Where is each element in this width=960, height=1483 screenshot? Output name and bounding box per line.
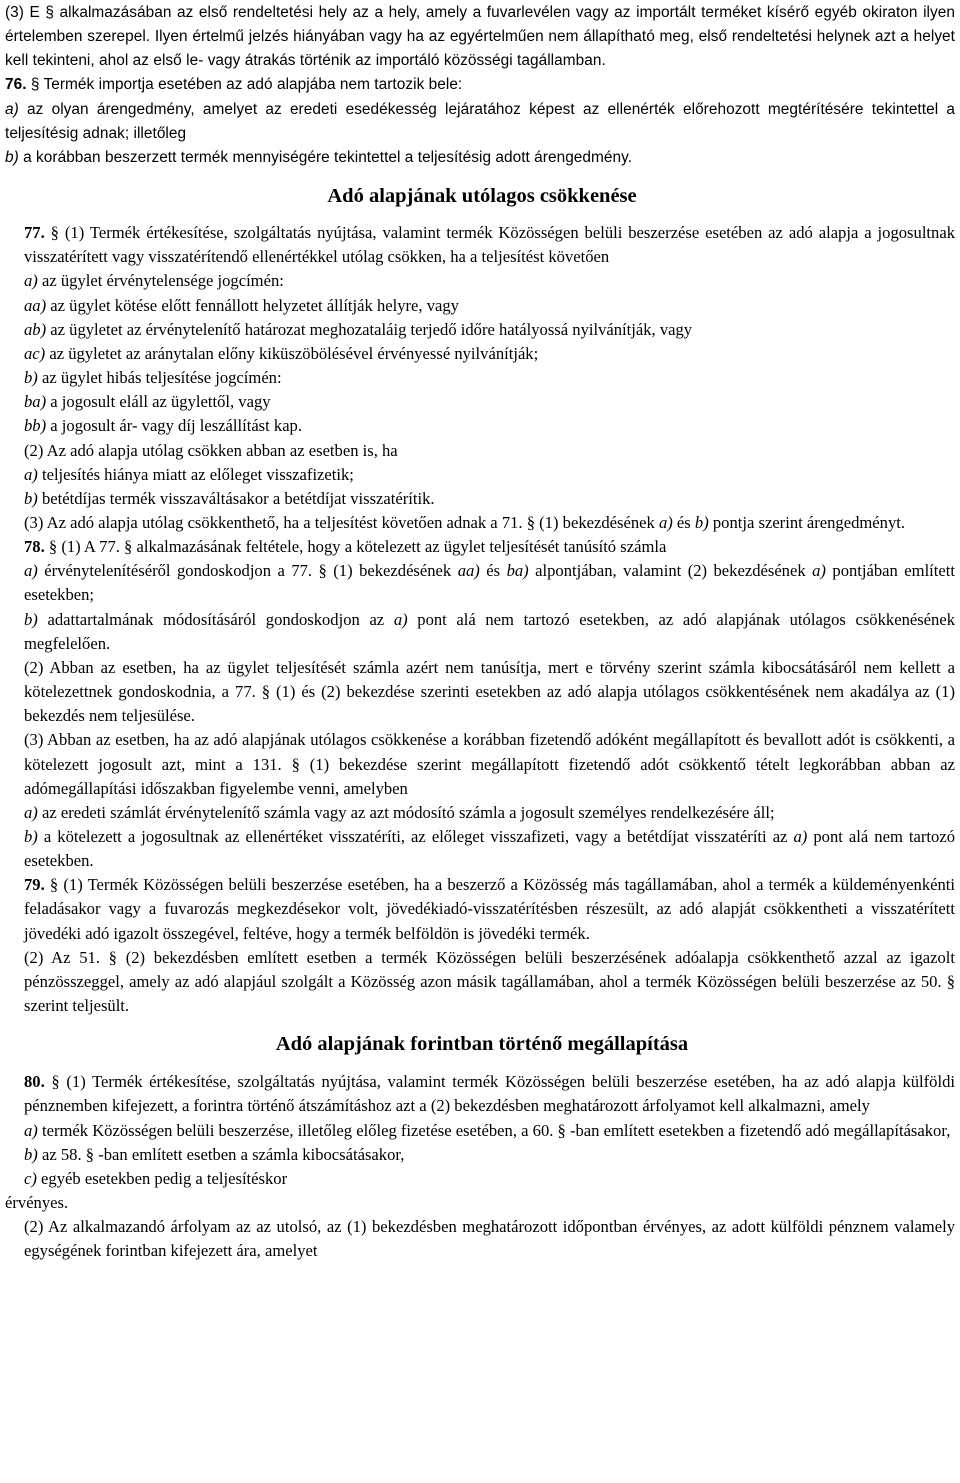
list-item-b (5, 825, 955, 873)
list-item-b (5, 487, 955, 511)
document-page (5, 0, 955, 1264)
item-label: a) (812, 561, 826, 581)
text-run: a kötelezett a jogosultnak az ellenértéket visszatéríti, az előleget visszafizeti, vagy a betétdíjat visszatéríti az (37, 827, 794, 846)
text-run: adattartalmának módosításáról gondoskodjon az (37, 609, 394, 629)
item-label: bb) (24, 416, 47, 436)
list-item-a (5, 463, 955, 487)
text-run: pontja szerint árengedményt. (708, 512, 906, 532)
item-text: az ügylet kötése előtt fennállott helyzetet állítják helyre, vagy (46, 295, 459, 315)
section-text: § (1) A 77. § alkalmazásának feltétele, hogy a kötelezett az ügylet teljesítését tanúsító számla (44, 537, 667, 557)
item-label: a) (393, 609, 408, 629)
section-heading: Adó alapjának utólagos csökkenése (327, 185, 637, 208)
item-label: a) (793, 827, 808, 846)
paragraph-text: (2) Az adó alapja utólag csökken abban az esetben is, ha (24, 440, 398, 460)
item-label: aa) (24, 295, 47, 315)
item-label: a) (5, 100, 19, 118)
paragraph-text: (3) Abban az esetben, ha az adó alapjának utólagos csökkenése a korábban fizetendő adóként megállapított és bevallott adót is csökkenti, a kötelezett jogosult azt, mint a 131. § (1) bekezdése szerint megállapított fizetendő adót csökkentő tételt legkorábban abban az adómegállapítási időszakban figyelembe venni, amelyben (24, 730, 955, 798)
text-run: pont alá nem tartozó esetekben, az adó alapjának utólagos csökkenésének megfelelően. (24, 609, 956, 653)
item-label: ac) (24, 343, 46, 363)
item-text: az ügylet érvénytelensége jogcímén: (37, 271, 284, 291)
section-number: 78. (24, 537, 45, 557)
item-label: aa) (457, 561, 480, 581)
text-run: és (479, 561, 507, 581)
item-label: b) (24, 488, 38, 508)
section-number: 80. (24, 1072, 45, 1092)
item-text: termék Közösségen belüli beszerzése, illetőleg előleg fizetése esetében, a 60. § -ban említett esetekben a fizetendő adó megállapításakor, (37, 1120, 951, 1140)
item-label: a) (24, 561, 38, 581)
text-run: alpontjában, valamint (2) bekezdésének (528, 561, 813, 581)
text-run: pont alá nem tartozó esetekben. (24, 827, 955, 871)
section-76 (5, 73, 955, 97)
item-text: az 58. § -ban említett esetben a számla kibocsátásakor, (37, 1144, 405, 1164)
section-77 (5, 221, 955, 269)
item-label: ba) (24, 392, 47, 412)
paragraph-77-2 (5, 439, 955, 463)
paragraph-text: (2) Az alkalmazandó árfolyam az az utolsó, az (1) bekezdésben meghatározott időpontban érvényes, az adott külföldi pénznem valamely egységének forintban kifejezett ára, amelyet (24, 1217, 955, 1261)
section-78 (5, 535, 955, 559)
paragraph-text: (2) Abban az esetben, ha az ügylet teljesítését számla azért nem tanúsítja, mert e törvény szerint számla kibocsátásáról nem kellett a kötelezettnek gondoskodnia, a 77. § (1) és (2) bekezdése szerinti esetekben az adó alapja utólagos csökkentésének nem akadálya az (1) bekezdés nem teljesülése. (24, 657, 955, 726)
paragraph-text: (3) E § alkalmazásában az első rendeltetési hely az a hely, amely a fuvarlevélen vagy az importált terméket kísérő egyéb okiraton ilyen értelemben szerepel. Ilyen értelmű jelzés hiányában vagy ha az egyértelműen nem állapítható meg, első rendeltetési helynek azt a helyet kell tekinteni, ahol az első le- vagy átrakás történik az importáló közösségi tagállamban. (5, 4, 955, 70)
list-item-ab (5, 318, 955, 342)
section-number: 79. (24, 875, 45, 895)
item-label: b) (24, 368, 38, 388)
list-item-bb (5, 414, 955, 438)
list-item-a (5, 98, 955, 146)
item-label: b) (24, 609, 38, 629)
item-label: a) (24, 464, 38, 484)
section-text: § (1) Termék értékesítése, szolgáltatás nyújtása, valamint termék Közösségen belüli beszerzése esetében, ha az adó alapja külföldi pénznemben kifejezett, a forintra történő átszámításhoz azt a (2) bekezdésben meghatározott árfolyamot kell alkalmazni, amely (24, 1072, 955, 1116)
item-text: a jogosult eláll az ügylettől, vagy (46, 392, 271, 412)
item-text: teljesítés hiánya miatt az előleget visszafizetik; (37, 464, 354, 484)
paragraph-76-3 (5, 1, 955, 73)
paragraph-80-2 (5, 1215, 955, 1263)
item-text: az eredeti számlát érvénytelenítő számla vagy az azt módosító számla a jogosult személyes rendelkezésére áll; (37, 802, 775, 822)
section-text: § Termék importja esetében az adó alapjába nem tartozik bele: (26, 76, 463, 94)
section-heading: Adó alapjának forintban történő megállapítása (275, 1033, 689, 1056)
item-text: az ügyletet az érvénytelenítő határozat meghozataláig terjedő időre hatályossá nyilvánítják, vagy (46, 319, 693, 339)
paragraph-79-2 (5, 946, 955, 1018)
list-item-b (5, 608, 955, 656)
paragraph-78-2 (5, 656, 955, 728)
item-label: c) (24, 1168, 37, 1188)
item-label: ab) (24, 319, 47, 339)
item-label: a) (24, 271, 38, 291)
item-label: b) (694, 512, 709, 532)
item-label: b) (24, 1144, 38, 1164)
paragraph-text: érvényes. (5, 1193, 69, 1213)
list-item-b (5, 146, 955, 170)
paragraph-78-3 (5, 728, 955, 800)
item-label: b) (5, 148, 19, 166)
text-run: pontjában említett esetekben; (24, 561, 955, 605)
text-run: (3) Az adó alapja utólag csökkenthető, ha a teljesítést követően adnak a 71. § (1) bekezdésének (24, 512, 659, 532)
list-item-a (5, 559, 955, 607)
item-label: a) (24, 1120, 38, 1140)
text-run: érvénytelenítéséről gondoskodjon a 77. § (1) bekezdésének (37, 561, 458, 581)
item-label: a) (658, 512, 673, 532)
list-item-ba (5, 390, 955, 414)
list-item-a (5, 1119, 955, 1143)
item-text: egyéb esetekben pedig a teljesítéskor (36, 1168, 288, 1188)
list-item-b (5, 1143, 955, 1167)
section-80 (5, 1070, 955, 1118)
list-item-a (5, 801, 955, 825)
section-text: § (1) Termék értékesítése, szolgáltatás nyújtása, valamint termék Közösségen belüli beszerzése esetében az adó alapja a jogosultnak visszatérített vagy visszatérítendő ellenértékkel utólag csökken, ha a teljesítést követően (24, 223, 955, 267)
paragraph-77-3 (5, 511, 955, 535)
list-item-c (5, 1167, 955, 1191)
item-text: az olyan árengedmény, amelyet az eredeti esedékesség lejáratához képest az ellenérték előrehozott megtérítésére tekintettel a teljesítésig adnak; illetőleg (5, 100, 955, 142)
paragraph-continuation (5, 1191, 955, 1215)
item-text: a korábban beszerzett termék mennyiségére tekintettel a teljesítésig adott árengedmény. (18, 148, 633, 166)
section-text: § (1) Termék Közösségen belüli beszerzése esetében, ha a beszerző a Közösség más tagállamában, ahol a termék a küldeményenkénti feladásakor vagy a fuvarozás megkezdésekor volt, jövedékiadó-visszatérítésben részesült, az adó alapját csökkentheti a visszatérített jövedéki adó igazolt összegével, feltéve, hogy a termék belföldön is jövedéki termék. (24, 875, 955, 943)
item-text: az ügylet hibás teljesítése jogcímén: (37, 368, 282, 388)
item-label: a) (24, 802, 38, 822)
section-79 (5, 873, 955, 945)
item-text: betétdíjas termék visszaváltásakor a betétdíjat visszatérítik. (37, 488, 435, 508)
item-label: b) (24, 827, 38, 846)
section-number: 77. (24, 223, 45, 243)
text-run: és (672, 512, 695, 532)
section-number: 76. (5, 76, 27, 94)
list-item-ac (5, 342, 955, 366)
paragraph-text: (2) Az 51. § (2) bekezdésben említett esetben a termék Közösségen belüli beszerzésének adóalapja csökkenthető azzal az igazolt pénzösszeggel, amely az adó alapjául szolgált a Közösség azon másik tagállamában, ahol a termék Közösségen belüli beszerzése az 50. § szerint teljesült. (24, 947, 955, 1016)
item-text: a jogosult ár- vagy díj leszállítást kap. (46, 416, 303, 436)
list-item-b (5, 366, 955, 390)
list-item-a (5, 269, 955, 293)
list-item-aa (5, 294, 955, 318)
item-text: az ügyletet az aránytalan előny kiküszöbölésével érvényessé nyilvánítják; (45, 343, 539, 363)
item-label: ba) (506, 561, 529, 581)
